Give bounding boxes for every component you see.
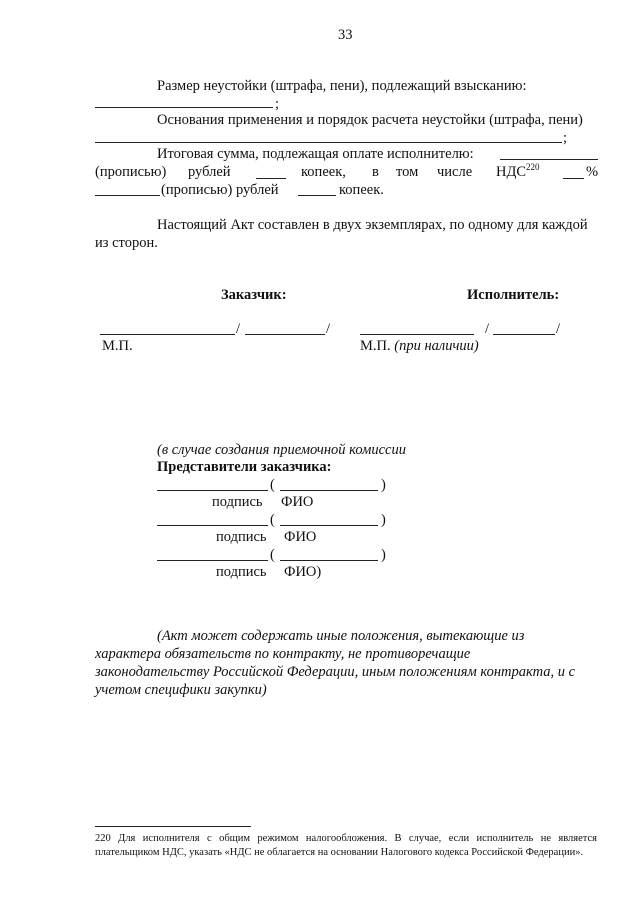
- rep3-close-paren: ): [381, 547, 386, 563]
- total-kop-blank: [256, 178, 286, 179]
- commission-note: (в случае создания приемочной комиссии: [157, 442, 406, 458]
- total-line2-in-words: (прописью) рублей: [161, 182, 279, 198]
- total-v: в: [372, 164, 379, 180]
- total-tom: том: [396, 164, 419, 180]
- total-percent: %: [586, 164, 599, 180]
- commission-title: Представители заказчика:: [157, 459, 332, 475]
- contractor-slash: /: [485, 321, 490, 337]
- customer-signature-line: [100, 334, 235, 335]
- contractor-slash-end: /: [556, 321, 561, 337]
- rep2-fio-line: [280, 525, 378, 526]
- penalty-grounds-label: Основания применения и порядок расчета неустойки (штрафа, пени): [157, 112, 583, 128]
- customer-stamp: М.П.: [102, 338, 133, 354]
- total-label: Итоговая сумма, подлежащая оплате исполнителю:: [157, 146, 474, 162]
- rep3-signature-label: подпись: [216, 564, 267, 580]
- rep1-signature-line: [157, 490, 268, 491]
- rep2-open-paren: (: [270, 512, 275, 528]
- penalty-size-blank: [95, 107, 273, 108]
- copies-text-line1: Настоящий Акт составлен в двух экземплярах, по одному для каждой: [157, 217, 588, 233]
- rep2-fio-label: ФИО: [284, 529, 317, 545]
- total-vat-label: НДС: [496, 164, 527, 180]
- contractor-signature-line: [360, 334, 474, 335]
- rep1-fio-line: [280, 490, 378, 491]
- penalty-grounds-blank: [95, 142, 562, 143]
- rep3-fio-line: [280, 560, 378, 561]
- footnote-separator: [95, 826, 251, 827]
- closing-note-line3: законодательству Российской Федерации, иным положениям контракта, и с: [95, 664, 576, 680]
- rep3-signature-line: [157, 560, 268, 561]
- page-number: 33: [338, 27, 353, 43]
- rep1-fio-label: ФИО: [281, 494, 314, 510]
- rep2-signature-line: [157, 525, 268, 526]
- total-kop: копеек,: [301, 164, 346, 180]
- total-chisle: числе: [437, 164, 473, 180]
- closing-note-line4: учетом специфики закупки): [95, 682, 267, 698]
- penalty-grounds-terminator: ;: [563, 130, 568, 146]
- contractor-stamp-label: М.П.: [360, 338, 391, 354]
- contractor-name-line: [493, 334, 555, 335]
- rep2-signature-label: подпись: [216, 529, 267, 545]
- vat-amount-blank: [95, 195, 160, 196]
- contractor-stamp-note: (при наличии): [394, 338, 479, 354]
- rep3-fio-label: ФИО): [284, 564, 322, 580]
- footnote-ref-220: 220: [526, 162, 540, 172]
- footnote-line2: плательщиком НДС, указать «НДС не облагается на основании Налогового кодекса Российской Федерации».: [95, 847, 584, 858]
- rep2-close-paren: ): [381, 512, 386, 528]
- total-line2-kop: копеек.: [339, 182, 384, 198]
- total-amount-blank: [500, 159, 598, 160]
- rep1-signature-label: подпись: [212, 494, 263, 510]
- rep1-open-paren: (: [270, 477, 275, 493]
- rep1-close-paren: ): [381, 477, 386, 493]
- total-rub: рублей: [188, 164, 231, 180]
- closing-note-line1: (Акт может содержать иные положения, вытекающие из: [157, 628, 525, 644]
- vat-kop-blank: [298, 195, 336, 196]
- total-in-words: (прописью): [95, 164, 167, 180]
- customer-name-line: [245, 334, 325, 335]
- contractor-label: Исполнитель:: [467, 287, 560, 303]
- customer-slash-end: /: [326, 321, 331, 337]
- total-vat: [496, 163, 540, 181]
- penalty-size-label: Размер неустойки (штрафа, пени), подлежащий взысканию:: [157, 78, 527, 94]
- customer-slash: /: [236, 321, 241, 337]
- vat-percent-blank: [563, 178, 584, 179]
- rep3-open-paren: (: [270, 547, 275, 563]
- footnote-line1: 220 Для исполнителя с общим режимом налогообложения. В случае, если исполнитель не является: [95, 833, 597, 844]
- contractor-stamp: [360, 337, 479, 355]
- closing-note-line2: характера обязательств по контракту, не противоречащие: [95, 646, 471, 662]
- customer-label: Заказчик:: [221, 287, 287, 303]
- copies-text-line2: из сторон.: [95, 235, 158, 251]
- penalty-size-terminator: ;: [275, 96, 280, 112]
